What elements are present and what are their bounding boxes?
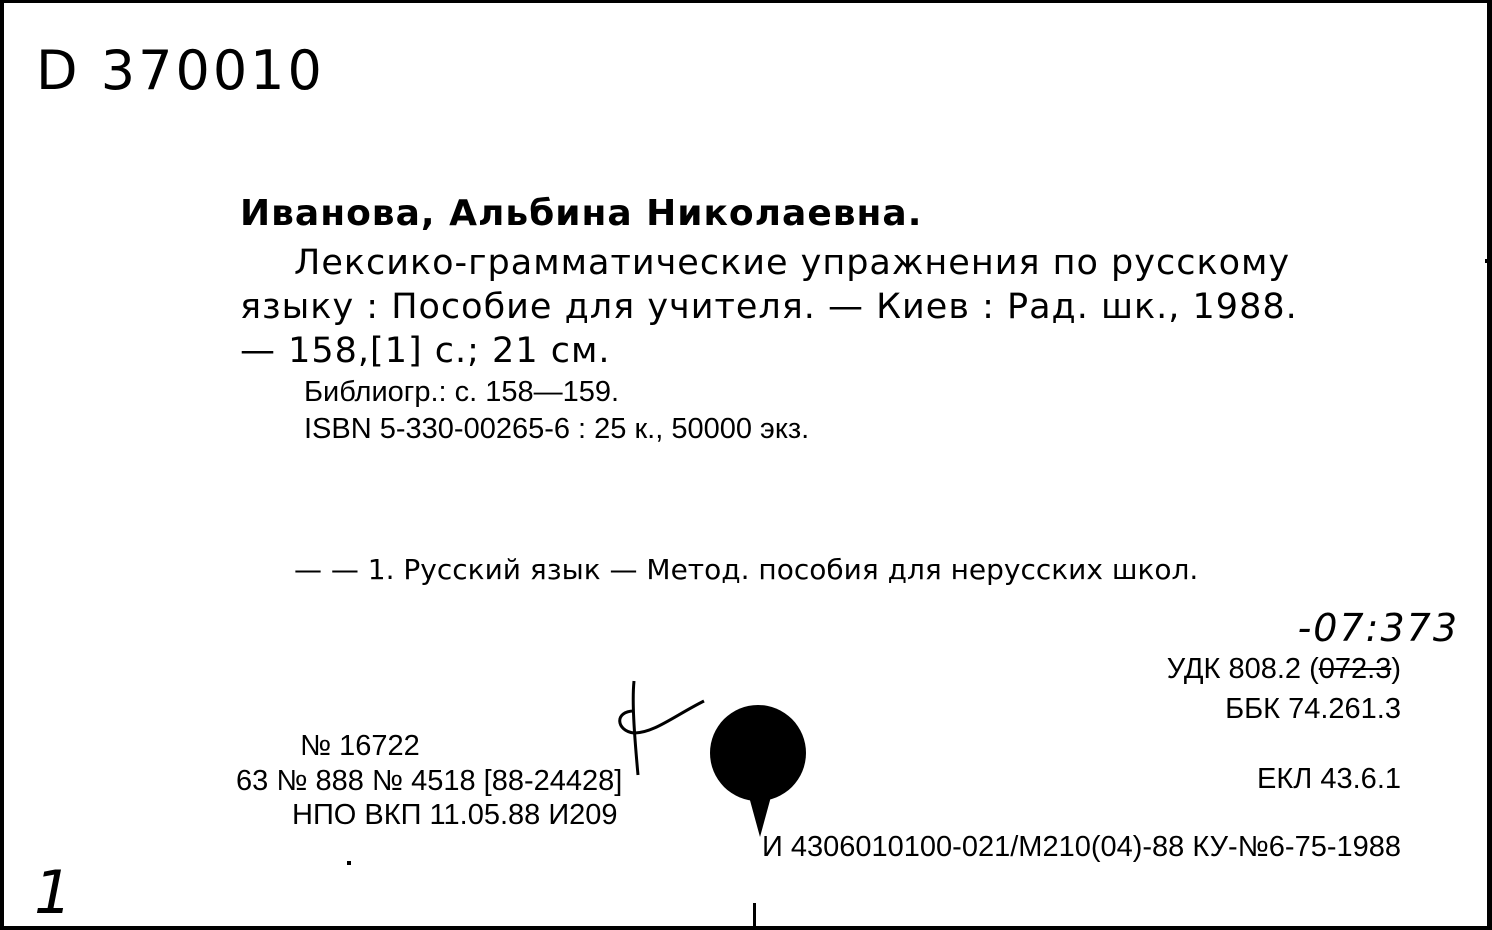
card-number: № 16722	[300, 730, 420, 762]
udk-struck-code: 072.3	[1318, 653, 1392, 685]
ekl-code: ЕКЛ 43.6.1	[1257, 763, 1401, 795]
edge-dot	[1485, 259, 1489, 263]
bibliography-note: Библиогр.: с. 158—159.	[304, 376, 620, 408]
order-numbers: 63 № 888 № 4518 [88-24428]	[236, 765, 623, 797]
handwritten-mark-icon	[604, 671, 714, 781]
catalog-number: D 370010	[36, 39, 325, 102]
stray-dot	[347, 861, 351, 865]
title-line-2: языку : Пособие для учителя. — Киев : Рад. шк., 1988.	[240, 287, 1298, 327]
imprint-code: И 4306010100-021/М210(04)-88 КУ-№6-75-1988	[762, 831, 1401, 863]
subject-heading: — — 1. Русский язык — Метод. пособия для нерусских школ.	[294, 553, 1199, 586]
udk-code	[1167, 653, 1401, 686]
udk-suffix: )	[1391, 653, 1401, 685]
printer-line: НПО ВКП 11.05.88 И209	[292, 799, 618, 831]
title-line-1: Лексико-грамматические упражнения по русскому	[294, 243, 1291, 283]
udk-prefix: УДК 808.2 (	[1166, 653, 1319, 685]
bottom-tick-mark	[753, 903, 756, 929]
title-line-3: — 158,[1] с.; 21 см.	[240, 331, 611, 371]
page-mark: 1	[34, 858, 73, 928]
ink-blot-tail	[748, 793, 772, 837]
author-heading: Иванова, Альбина Николаевна.	[240, 193, 923, 234]
handwritten-number: -07:373	[1297, 606, 1459, 650]
ink-blot	[710, 705, 806, 801]
isbn-line: ISBN 5-330-00265-6 : 25 к., 50000 экз.	[304, 413, 810, 445]
bbk-code: ББК 74.261.3	[1225, 693, 1401, 725]
